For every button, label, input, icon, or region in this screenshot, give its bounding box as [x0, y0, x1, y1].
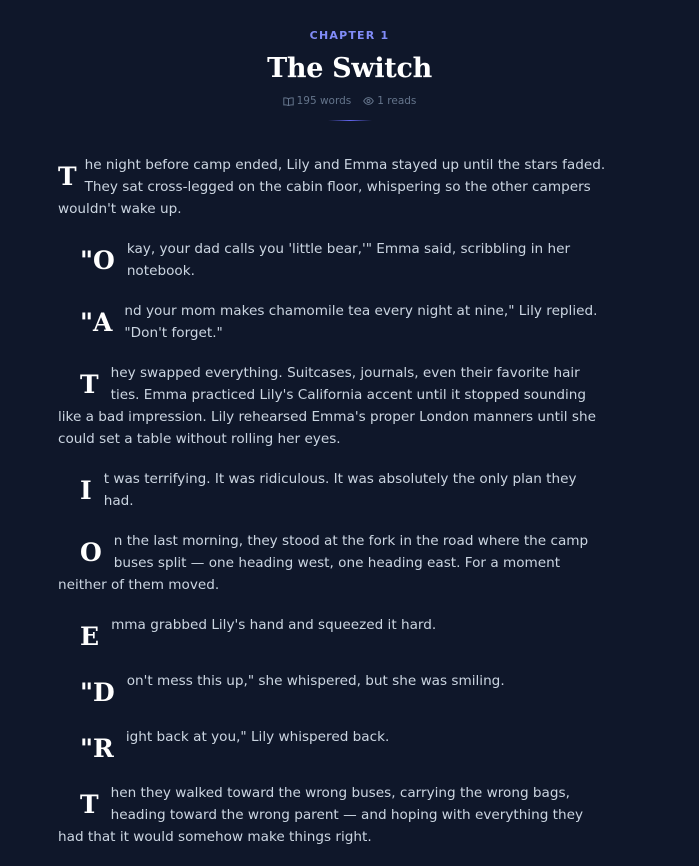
chapter-meta	[0, 94, 699, 108]
paragraph	[58, 530, 610, 596]
paragraph	[58, 468, 610, 512]
chapter-title: The Switch	[267, 53, 432, 84]
eye-icon	[363, 97, 374, 105]
paragraph-text: n the last morning, they stood at the fork in the road where the camp buses split — one heading west, one heading east. For a moment neither of them moved.	[58, 533, 589, 593]
paragraph-text: mma grabbed Lily's hand and squeezed it hard.	[111, 617, 437, 633]
paragraph	[58, 670, 610, 708]
chapter-label: CHAPTER 1	[309, 29, 390, 42]
paragraph	[58, 238, 610, 282]
drop-cap: I	[80, 476, 92, 505]
paragraph-text: ight back at you," Lily whispered back.	[125, 729, 390, 745]
drop-cap: "D	[80, 678, 115, 707]
drop-cap: T	[80, 370, 99, 399]
paragraph	[58, 782, 610, 848]
drop-cap: T	[80, 790, 99, 819]
header-divider	[328, 120, 372, 121]
word-count-label: 195 words	[296, 95, 352, 107]
paragraph-text: t was terrifying. It was ridiculous. It was absolutely the only plan they had.	[103, 471, 577, 509]
paragraph-text: kay, your dad calls you 'little bear,'" Emma said, scribbling in her notebook.	[126, 241, 571, 279]
drop-cap: "R	[80, 734, 114, 763]
drop-cap: "A	[80, 308, 113, 337]
chapter-body	[58, 154, 610, 866]
paragraph-text: nd your mom makes chamomile tea every night at nine," Lily replied. "Don't forget."	[124, 303, 598, 341]
book-icon	[283, 97, 294, 106]
drop-cap: "O	[80, 246, 115, 275]
read-count	[363, 94, 416, 108]
paragraph	[58, 154, 610, 220]
paragraph-text: on't mess this up," she whispered, but she was smiling.	[126, 673, 505, 689]
word-count	[283, 94, 352, 108]
paragraph	[58, 726, 610, 764]
drop-cap: T	[58, 162, 77, 191]
paragraph-text: he night before camp ended, Lily and Emma stayed up until the stars faded. They sat cross-legged on the cabin floor, whispering so the other campers wouldn't wake up.	[58, 157, 606, 217]
paragraph	[58, 614, 610, 652]
drop-cap: E	[80, 622, 100, 651]
read-count-label: 1 reads	[377, 95, 417, 107]
paragraph-text: hey swapped everything. Suitcases, journals, even their favorite hair ties. Emma practiced Lily's California accent until it stopped sounding like a bad impression. Lily rehearsed Emma's proper London manners until she could set a table without rolling her eyes.	[58, 365, 596, 447]
chapter-header	[0, 0, 699, 121]
paragraph	[58, 300, 610, 344]
paragraph-text: hen they walked toward the wrong buses, carrying the wrong bags, heading toward the wrong parent — and hoping with everything they had that it would somehow make things right.	[58, 785, 584, 845]
paragraph	[58, 362, 610, 450]
drop-cap: O	[80, 538, 102, 567]
